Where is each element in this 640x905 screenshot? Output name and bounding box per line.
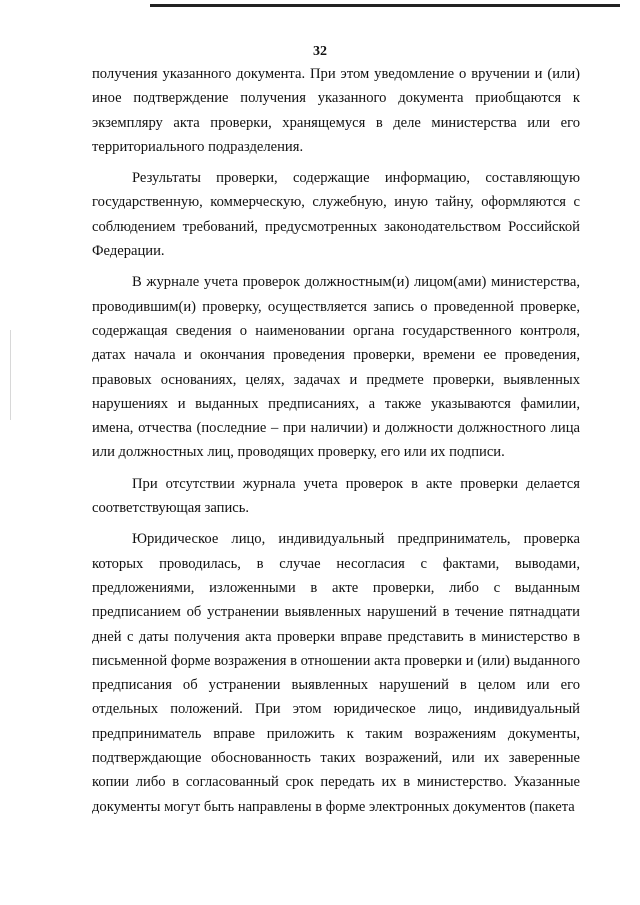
paragraph-secret-info: Результаты проверки, содержащие информацию, составляющую государственную, коммерческую, служебную, иную тайну, оформляются с соблюдением требований, предусмотренных законодательством Российской Федерации. bbox=[92, 170, 580, 260]
page-number: 32 bbox=[313, 44, 327, 59]
paragraph-inspection-journal: В журнале учета проверок должностным(и) лицом(ами) министерства, проводившим(и) проверку, осуществляется запись о проведенной проверке, содержащая сведения о наименовании органа государственного контроля, датах начала и окончания проведения проверки, времени ее проведения, правовых основаниях, целях, задачах и предмете проверки, выявленных нарушениях и выданных предписаниях, а также указываются фамилии, имена, отчества (последние – при наличии) и должности должностного лица или должностных лиц, проводящих проверку, его или их подписи. bbox=[92, 274, 580, 461]
scan-margin-mark bbox=[10, 330, 11, 420]
paragraph-objections: Юридическое лицо, индивидуальный предприниматель, проверка которых проводилась, в случае несогласия с фактами, выводами, предложениями, изложенными в акте проверки, либо с выданным предписанием об устранении выявленных нарушений в течение пятнадцати дней с даты получения акта проверки вправе представить в министерство в письменной форме возражения в отношении акта проверки и (или) выданного предписания об устранении выявленных нарушений в целом или его отдельных положений. При этом юридическое лицо, индивидуальный предприниматель вправе приложить к таким возражениям документы, подтверждающие обоснованность таких возражений, или их заверенные копии либо в согласованный срок передать их в министерство. Указанные документы могут быть направлены в форме электронных документов (пакета bbox=[92, 531, 580, 815]
document-body bbox=[92, 62, 580, 826]
paragraph-no-journal: При отсутствии журнала учета проверок в акте проверки делается соответствующая запись. bbox=[92, 475, 580, 517]
paragraph-continuation: получения указанного документа. При этом уведомление о вручении и (или) иное подтверждение получения указанного документа приобщаются к экземпляру акта проверки, хранящемуся в деле министерства или его территориального подразделения. bbox=[92, 66, 580, 155]
top-border-line bbox=[150, 4, 620, 7]
